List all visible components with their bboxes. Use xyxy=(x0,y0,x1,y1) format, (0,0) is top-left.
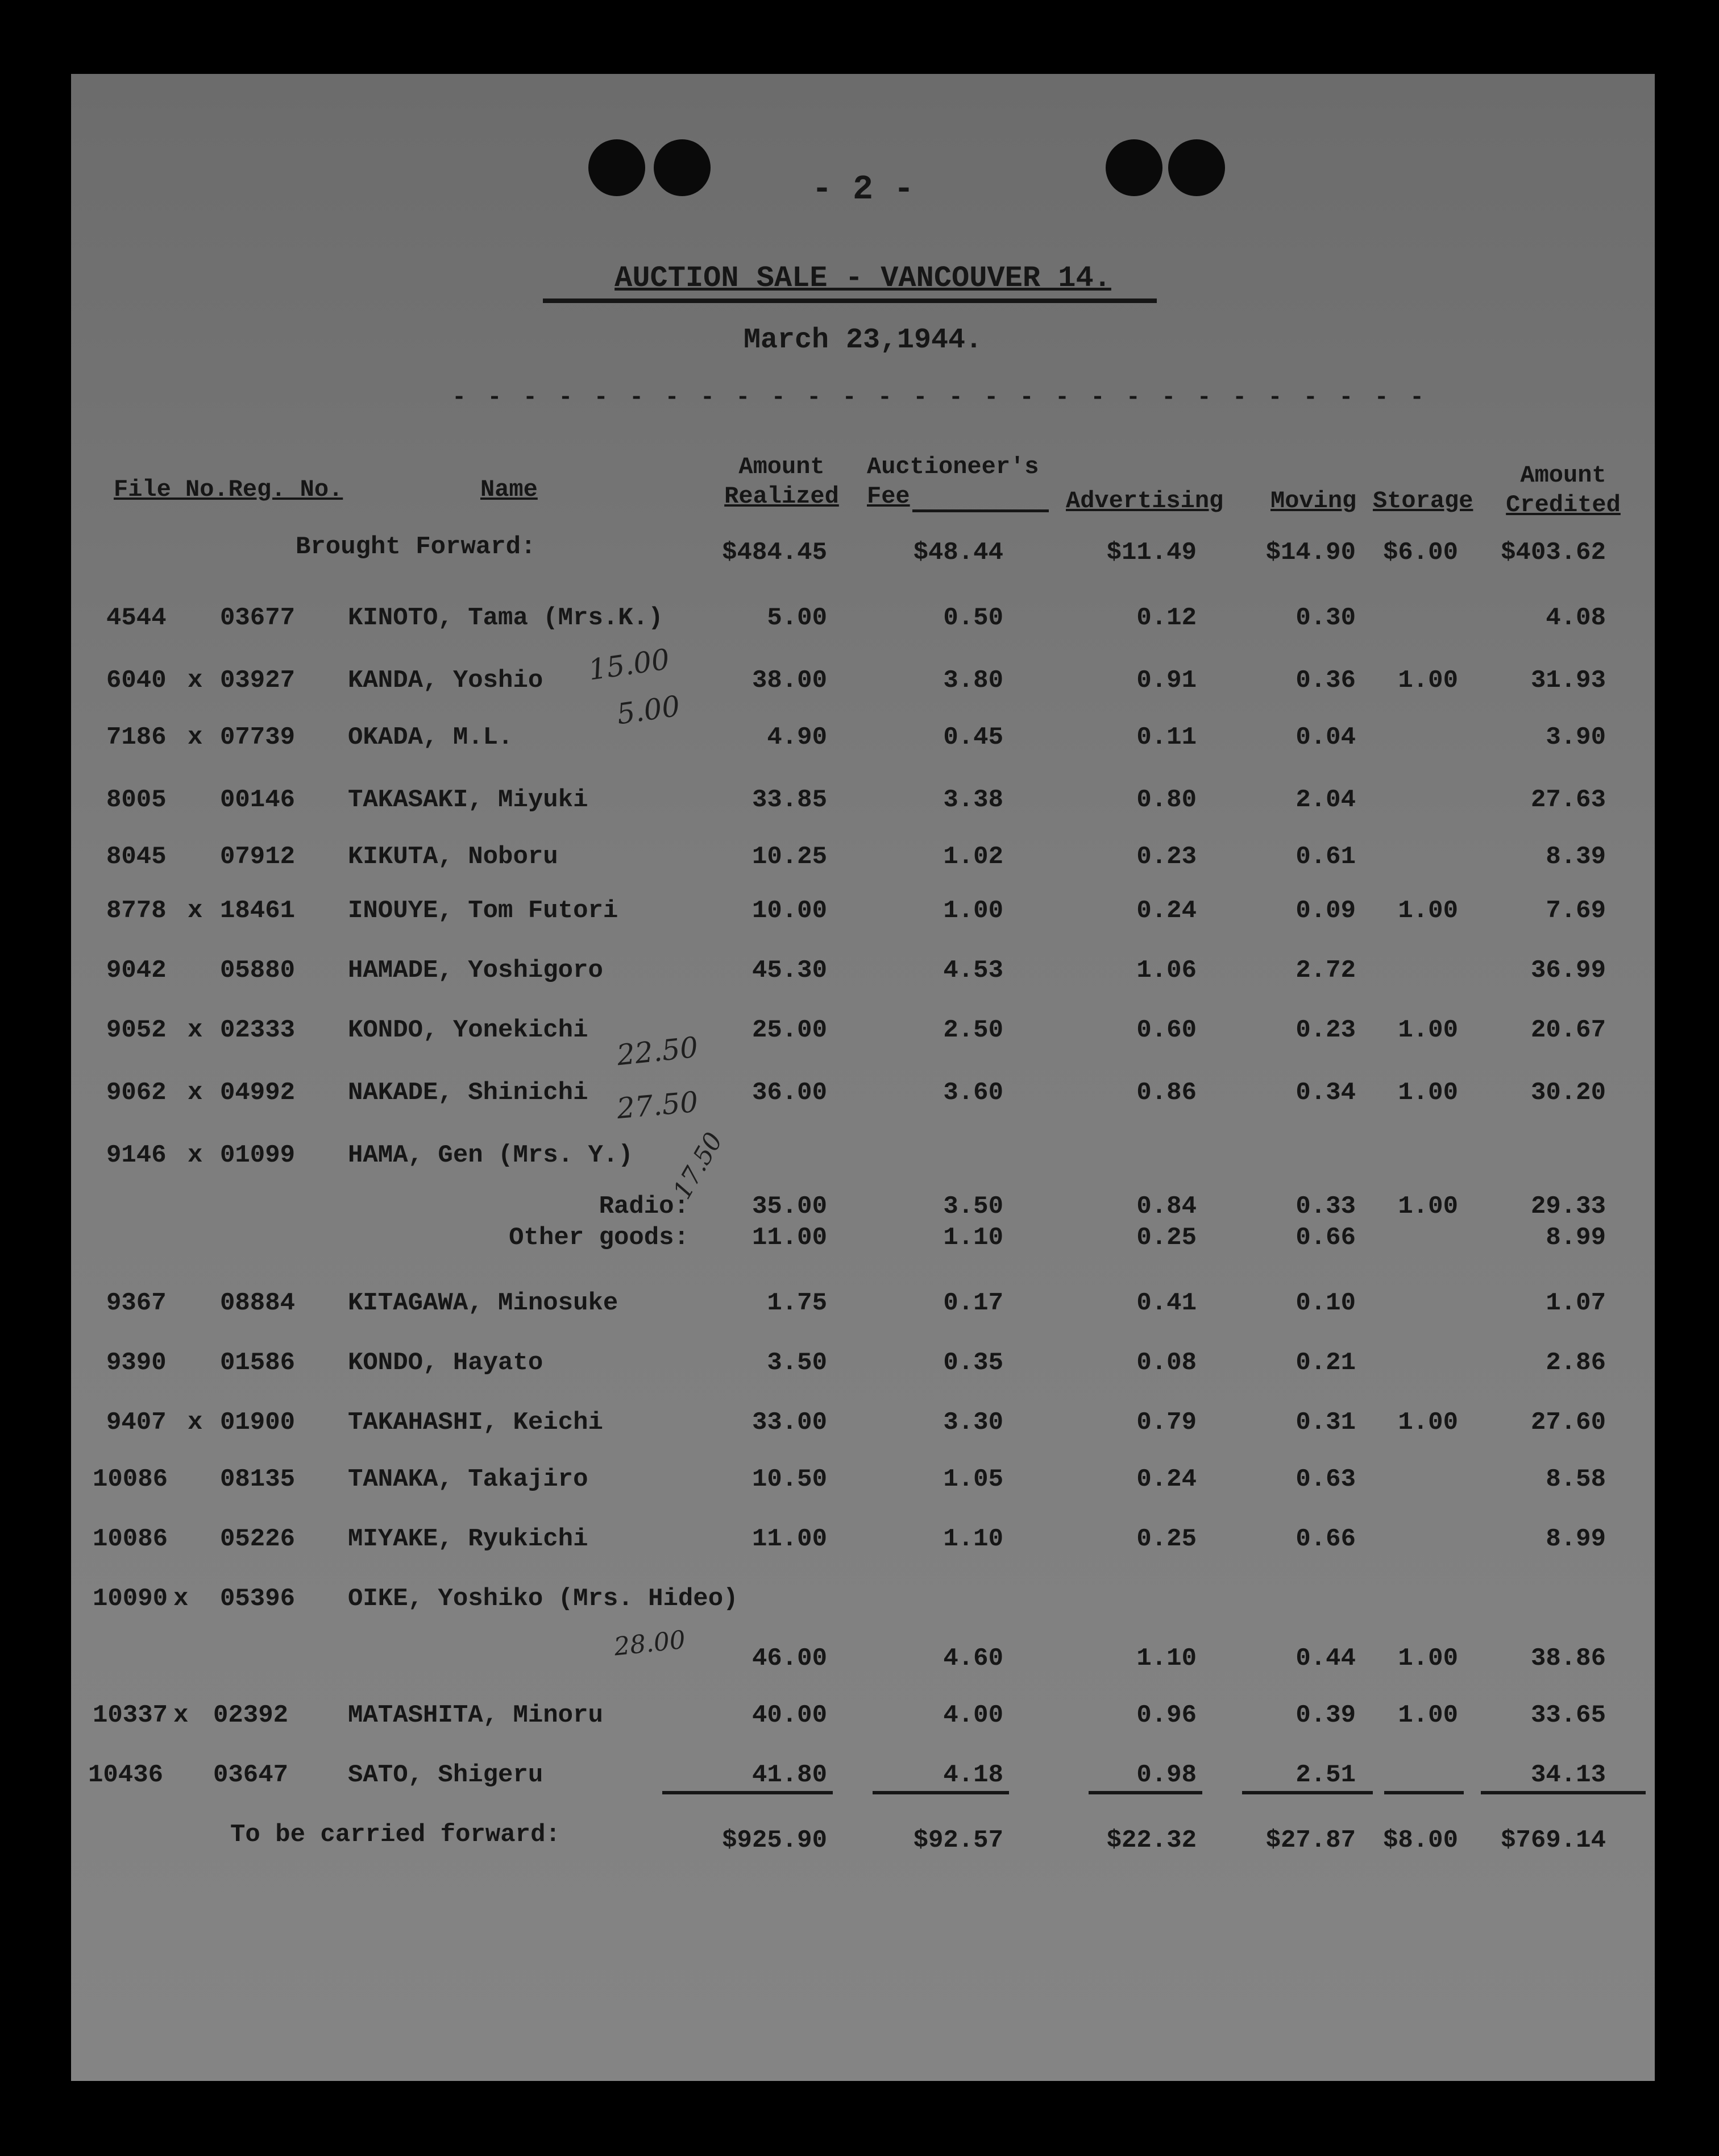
page-number: - 2 - xyxy=(811,171,915,209)
registration-number: 03647 xyxy=(213,1761,289,1789)
brought-forward-label: Brought Forward: xyxy=(296,533,536,561)
auctioneer-fee: 3.38 xyxy=(943,786,1003,814)
handwritten-note: 5.00 xyxy=(614,689,682,731)
row-mark: x xyxy=(188,723,203,752)
advertising-amount: 0.84 xyxy=(1136,1192,1197,1221)
storage-amount: 1.00 xyxy=(1398,1408,1458,1437)
registration-number: 07739 xyxy=(220,723,296,752)
amount-realized: 5.00 xyxy=(767,604,827,632)
amount-realized: 35.00 xyxy=(751,1192,827,1221)
storage-amount: 1.00 xyxy=(1398,1079,1458,1107)
person-name: KONDO, Hayato xyxy=(348,1349,543,1377)
amount-realized: 10.25 xyxy=(751,843,827,871)
brought-forward-moving: $14.90 xyxy=(1265,538,1356,567)
document-date: March 23,1944. xyxy=(743,324,983,356)
amount-realized: 4.90 xyxy=(767,723,827,752)
handwritten-note: 27.50 xyxy=(615,1085,700,1126)
advertising-amount: 0.96 xyxy=(1136,1701,1197,1730)
column-storage: Storage xyxy=(1373,487,1473,515)
column-amount-realized-line2: Realized xyxy=(724,483,839,510)
column-auctioneer-fee-line1: Auctioneer's xyxy=(867,453,1039,480)
column-amount-credited-line2: Credited xyxy=(1506,491,1621,519)
row-mark: x xyxy=(188,897,203,925)
row-mark: x xyxy=(188,1016,203,1044)
moving-amount: 2.72 xyxy=(1296,956,1356,985)
amount-realized: 41.80 xyxy=(751,1761,827,1789)
person-name: SATO, Shigeru xyxy=(348,1761,543,1789)
advertising-amount: 0.80 xyxy=(1136,786,1197,814)
amount-realized: 25.00 xyxy=(751,1016,827,1044)
total-rule-realized xyxy=(662,1791,833,1794)
registration-number: 03927 xyxy=(220,666,296,695)
moving-amount: 0.39 xyxy=(1296,1701,1356,1730)
file-number: 10337 xyxy=(93,1701,168,1730)
auctioneer-fee: 2.50 xyxy=(943,1016,1003,1044)
title-underline xyxy=(543,298,1157,303)
registration-number: 07912 xyxy=(220,843,296,871)
registration-number: 01099 xyxy=(220,1141,296,1170)
amount-realized: 45.30 xyxy=(751,956,827,985)
handwritten-note: 17.50 xyxy=(667,1127,729,1204)
auctioneer-fee: 0.50 xyxy=(943,604,1003,632)
amount-credited: 8.99 xyxy=(1546,1525,1606,1553)
advertising-amount: 0.98 xyxy=(1136,1761,1197,1789)
file-number: 8005 xyxy=(106,786,167,814)
carried-forward-label: To be carried forward: xyxy=(230,1821,560,1849)
carried-forward-advertising: $22.32 xyxy=(1106,1826,1197,1855)
amount-credited: 20.67 xyxy=(1530,1016,1606,1044)
total-rule-credited xyxy=(1481,1791,1646,1794)
amount-realized: 38.00 xyxy=(751,666,827,695)
advertising-amount: 1.06 xyxy=(1136,956,1197,985)
carried-forward-credited: $769.14 xyxy=(1501,1826,1606,1855)
advertising-amount: 0.12 xyxy=(1136,604,1197,632)
sub-item-label: Radio: xyxy=(599,1192,689,1221)
advertising-amount: 1.10 xyxy=(1136,1644,1197,1673)
person-name: INOUYE, Tom Futori xyxy=(348,897,618,925)
total-rule-storage xyxy=(1384,1791,1464,1794)
moving-amount: 0.30 xyxy=(1296,604,1356,632)
auctioneer-fee: 4.60 xyxy=(943,1644,1003,1673)
person-name: TANAKA, Takajiro xyxy=(348,1465,588,1494)
registration-number: 00146 xyxy=(220,786,296,814)
amount-credited: 29.33 xyxy=(1530,1192,1606,1221)
file-number: 9052 xyxy=(106,1016,167,1044)
auctioneer-fee: 0.45 xyxy=(943,723,1003,752)
moving-amount: 0.34 xyxy=(1296,1079,1356,1107)
column-amount-realized-line1: Amount xyxy=(738,453,825,480)
row-mark: x xyxy=(188,1079,203,1107)
row-mark: x xyxy=(188,666,203,695)
amount-realized: 1.75 xyxy=(767,1289,827,1317)
amount-realized: 3.50 xyxy=(767,1349,827,1377)
advertising-amount: 0.25 xyxy=(1136,1224,1197,1252)
person-name: KINOTO, Tama (Mrs.K.) xyxy=(348,604,663,632)
total-rule-fee xyxy=(873,1791,1009,1794)
person-name: HAMA, Gen (Mrs. Y.) xyxy=(348,1141,633,1170)
amount-realized: 10.00 xyxy=(751,897,827,925)
file-number: 9367 xyxy=(106,1289,167,1317)
carried-forward-realized: $925.90 xyxy=(722,1826,827,1855)
amount-credited: 4.08 xyxy=(1546,604,1606,632)
document-page xyxy=(71,74,1655,2081)
auctioneer-fee: 1.05 xyxy=(943,1465,1003,1494)
moving-amount: 0.31 xyxy=(1296,1408,1356,1437)
moving-amount: 0.04 xyxy=(1296,723,1356,752)
moving-amount: 0.21 xyxy=(1296,1349,1356,1377)
amount-realized: 40.00 xyxy=(751,1701,827,1730)
storage-amount: 1.00 xyxy=(1398,897,1458,925)
file-number: 4544 xyxy=(106,604,167,632)
registration-number: 01586 xyxy=(220,1349,296,1377)
registration-number: 05880 xyxy=(220,956,296,985)
amount-credited: 27.63 xyxy=(1530,786,1606,814)
auctioneer-fee: 3.50 xyxy=(943,1192,1003,1221)
file-number: 9407 xyxy=(106,1408,167,1437)
column-name: Name xyxy=(480,476,538,503)
brought-forward-advertising: $11.49 xyxy=(1106,538,1197,567)
file-number: 10090 xyxy=(93,1585,168,1613)
moving-amount: 0.36 xyxy=(1296,666,1356,695)
file-number: 9390 xyxy=(106,1349,167,1377)
registration-number: 08135 xyxy=(220,1465,296,1494)
amount-credited: 8.99 xyxy=(1546,1224,1606,1252)
amount-realized: 36.00 xyxy=(751,1079,827,1107)
advertising-amount: 0.08 xyxy=(1136,1349,1197,1377)
carried-forward-fee: $92.57 xyxy=(913,1826,1003,1855)
registration-number: 02333 xyxy=(220,1016,296,1044)
person-name: KONDO, Yonekichi xyxy=(348,1016,588,1044)
sub-item-label: Other goods: xyxy=(509,1224,689,1252)
amount-credited: 36.99 xyxy=(1530,956,1606,985)
file-number: 8778 xyxy=(106,897,167,925)
registration-number: 05226 xyxy=(220,1525,296,1553)
brought-forward-fee: $48.44 xyxy=(913,538,1003,567)
auctioneer-fee: 0.35 xyxy=(943,1349,1003,1377)
auctioneer-fee: 3.60 xyxy=(943,1079,1003,1107)
advertising-amount: 0.24 xyxy=(1136,897,1197,925)
file-number: 7186 xyxy=(106,723,167,752)
fee-header-rule xyxy=(912,509,1049,512)
amount-credited: 27.60 xyxy=(1530,1408,1606,1437)
document-title: AUCTION SALE - VANCOUVER 14. xyxy=(614,262,1111,295)
amount-credited: 33.65 xyxy=(1530,1701,1606,1730)
auctioneer-fee: 1.10 xyxy=(943,1224,1003,1252)
brought-forward-credited: $403.62 xyxy=(1501,538,1606,567)
carried-forward-storage: $8.00 xyxy=(1382,1826,1458,1855)
storage-amount: 1.00 xyxy=(1398,1644,1458,1673)
amount-credited: 31.93 xyxy=(1530,666,1606,695)
person-name: NAKADE, Shinichi xyxy=(348,1079,588,1107)
row-mark: x xyxy=(173,1585,189,1613)
amount-credited: 38.86 xyxy=(1530,1644,1606,1673)
auctioneer-fee: 4.00 xyxy=(943,1701,1003,1730)
file-number: 10086 xyxy=(93,1525,168,1553)
column-advertising: Advertising xyxy=(1066,487,1224,515)
advertising-amount: 0.60 xyxy=(1136,1016,1197,1044)
moving-amount: 0.10 xyxy=(1296,1289,1356,1317)
row-mark: x xyxy=(188,1141,203,1170)
person-name: KANDA, Yoshio xyxy=(348,666,543,695)
advertising-amount: 0.24 xyxy=(1136,1465,1197,1494)
handwritten-note: 22.50 xyxy=(615,1030,700,1072)
amount-credited: 2.86 xyxy=(1546,1349,1606,1377)
advertising-amount: 0.25 xyxy=(1136,1525,1197,1553)
amount-realized: 10.50 xyxy=(751,1465,827,1494)
handwritten-note: 28.00 xyxy=(612,1625,687,1662)
person-name: KITAGAWA, Minosuke xyxy=(348,1289,618,1317)
amount-realized: 11.00 xyxy=(751,1525,827,1553)
handwritten-note: 15.00 xyxy=(586,642,672,687)
total-rule-moving xyxy=(1242,1791,1373,1794)
amount-credited: 1.07 xyxy=(1546,1289,1606,1317)
file-number: 8045 xyxy=(106,843,167,871)
file-number: 9042 xyxy=(106,956,167,985)
file-number: 10086 xyxy=(93,1465,168,1494)
amount-realized: 33.00 xyxy=(751,1408,827,1437)
column-file-reg: File No.Reg. No. xyxy=(114,476,343,503)
registration-number: 04992 xyxy=(220,1079,296,1107)
amount-realized: 33.85 xyxy=(751,786,827,814)
storage-amount: 1.00 xyxy=(1398,666,1458,695)
brought-forward-realized: $484.45 xyxy=(722,538,827,567)
advertising-amount: 0.23 xyxy=(1136,843,1197,871)
row-mark: x xyxy=(173,1701,189,1730)
moving-amount: 0.66 xyxy=(1296,1224,1356,1252)
amount-credited: 3.90 xyxy=(1546,723,1606,752)
moving-amount: 2.04 xyxy=(1296,786,1356,814)
amount-credited: 34.13 xyxy=(1530,1761,1606,1789)
person-name: TAKASAKI, Miyuki xyxy=(348,786,588,814)
person-name: HAMADE, Yoshigoro xyxy=(348,956,603,985)
registration-number: 18461 xyxy=(220,897,296,925)
brought-forward-storage: $6.00 xyxy=(1382,538,1458,567)
auctioneer-fee: 1.00 xyxy=(943,897,1003,925)
person-name: OIKE, Yoshiko (Mrs. Hideo) xyxy=(348,1585,738,1613)
registration-number: 08884 xyxy=(220,1289,296,1317)
column-moving: Moving xyxy=(1270,487,1357,515)
moving-amount: 0.33 xyxy=(1296,1192,1356,1221)
advertising-amount: 0.41 xyxy=(1136,1289,1197,1317)
auctioneer-fee: 3.80 xyxy=(943,666,1003,695)
registration-number: 01900 xyxy=(220,1408,296,1437)
auctioneer-fee: 1.10 xyxy=(943,1525,1003,1553)
moving-amount: 0.66 xyxy=(1296,1525,1356,1553)
registration-number: 02392 xyxy=(213,1701,289,1730)
person-name: MATASHITA, Minoru xyxy=(348,1701,603,1730)
amount-realized: 46.00 xyxy=(751,1644,827,1673)
row-mark: x xyxy=(188,1408,203,1437)
file-number: 6040 xyxy=(106,666,167,695)
amount-credited: 7.69 xyxy=(1546,897,1606,925)
auctioneer-fee: 4.18 xyxy=(943,1761,1003,1789)
moving-amount: 0.23 xyxy=(1296,1016,1356,1044)
file-number: 9146 xyxy=(106,1141,167,1170)
person-name: OKADA, M.L. xyxy=(348,723,513,752)
advertising-amount: 0.86 xyxy=(1136,1079,1197,1107)
amount-realized: 11.00 xyxy=(751,1224,827,1252)
moving-amount: 0.44 xyxy=(1296,1644,1356,1673)
advertising-amount: 0.79 xyxy=(1136,1408,1197,1437)
file-number: 10436 xyxy=(88,1761,164,1789)
moving-amount: 0.63 xyxy=(1296,1465,1356,1494)
separator-dashes: - - - - - - - - - - - - - - - - - - - - - - - - - - - - xyxy=(452,384,1428,411)
storage-amount: 1.00 xyxy=(1398,1192,1458,1221)
advertising-amount: 0.91 xyxy=(1136,666,1197,695)
total-rule-advertising xyxy=(1089,1791,1202,1794)
storage-amount: 1.00 xyxy=(1398,1016,1458,1044)
person-name: MIYAKE, Ryukichi xyxy=(348,1525,588,1553)
amount-credited: 8.39 xyxy=(1546,843,1606,871)
amount-credited: 30.20 xyxy=(1530,1079,1606,1107)
registration-number: 03677 xyxy=(220,604,296,632)
auctioneer-fee: 1.02 xyxy=(943,843,1003,871)
auctioneer-fee: 0.17 xyxy=(943,1289,1003,1317)
amount-credited: 8.58 xyxy=(1546,1465,1606,1494)
moving-amount: 0.09 xyxy=(1296,897,1356,925)
column-auctioneer-fee-line2: Fee xyxy=(867,483,910,510)
storage-amount: 1.00 xyxy=(1398,1701,1458,1730)
advertising-amount: 0.11 xyxy=(1136,723,1197,752)
moving-amount: 2.51 xyxy=(1296,1761,1356,1789)
auctioneer-fee: 3.30 xyxy=(943,1408,1003,1437)
file-number: 9062 xyxy=(106,1079,167,1107)
column-amount-credited-line1: Amount xyxy=(1520,462,1606,489)
person-name: KIKUTA, Noboru xyxy=(348,843,558,871)
person-name: TAKAHASHI, Keichi xyxy=(348,1408,603,1437)
moving-amount: 0.61 xyxy=(1296,843,1356,871)
registration-number: 05396 xyxy=(220,1585,296,1613)
carried-forward-moving: $27.87 xyxy=(1265,1826,1356,1855)
auctioneer-fee: 4.53 xyxy=(943,956,1003,985)
